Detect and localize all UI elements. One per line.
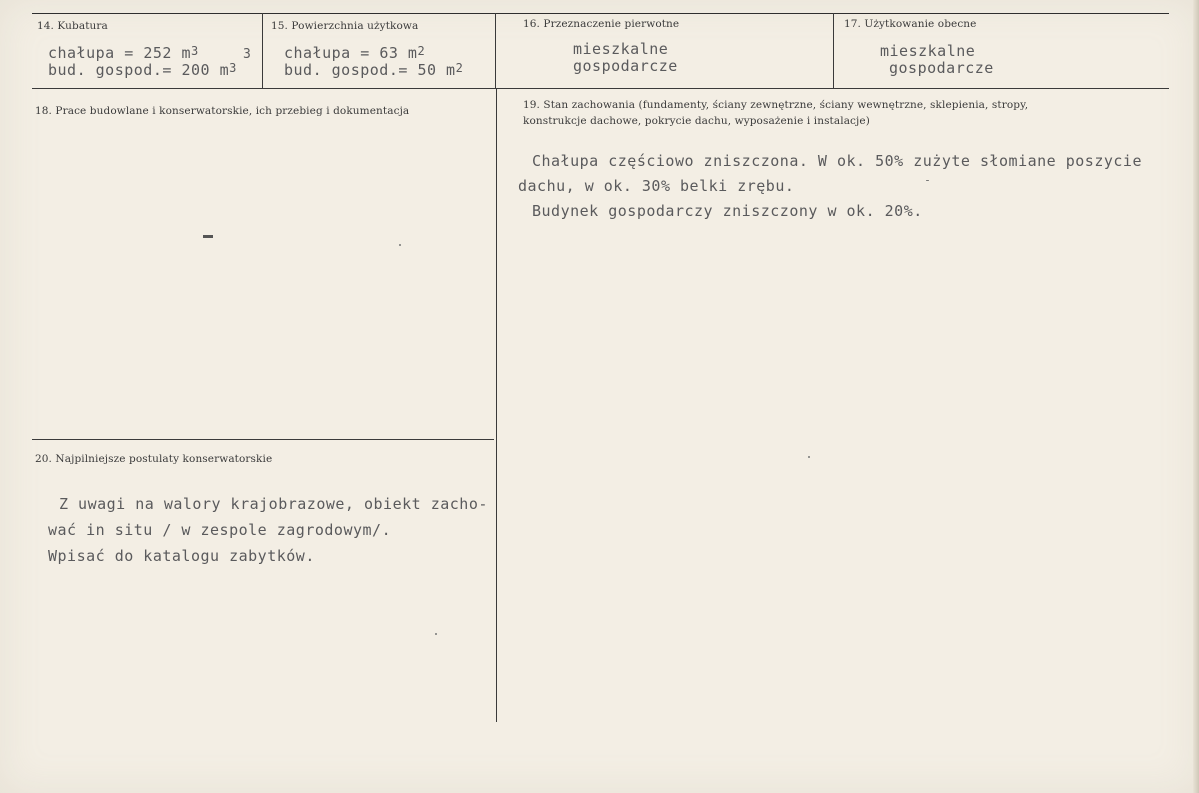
- field-18-label: 18. Prace budowlane i konserwatorskie, ich przebieg i dokumentacja: [35, 105, 410, 117]
- field-17-line2: gospodarcze: [889, 59, 994, 77]
- field-14-line2-exp: 3: [229, 61, 237, 75]
- field-16-line1: mieszkalne: [573, 40, 669, 58]
- divider-15-16: [495, 13, 496, 88]
- field-14-line2-value: 200: [181, 61, 211, 79]
- divider-14-15: [262, 13, 263, 88]
- field-14-line1-name: chałupa =: [48, 44, 134, 62]
- field-15-line1-name: chałupa =: [284, 44, 370, 62]
- field-15-line2-unit: m: [446, 61, 456, 79]
- field-19-text-line2: dachu, w ok. 30% belki zrębu.: [518, 177, 795, 195]
- field-15-label: 15. Powierzchnia użytkowa: [271, 20, 419, 32]
- field-14-line2-name: bud. gospod.=: [48, 61, 172, 79]
- field-15-line2-name: bud. gospod.=: [284, 61, 408, 79]
- paper-speck: [399, 244, 401, 246]
- field-19-label-line1: 19. Stan zachowania (fundamenty, ściany zewnętrzne, ściany wewnętrzne, sklepienia, stropy,: [523, 99, 1029, 111]
- field-17-label: 17. Użytkowanie obecne: [844, 18, 977, 30]
- paper-speck: [435, 633, 437, 635]
- field-20-text-line3: Wpisać do katalogu zabytków.: [48, 547, 315, 565]
- paper-speck: [808, 456, 810, 458]
- field-14-stray-exp: 3: [243, 47, 252, 62]
- card-edge: [1193, 0, 1199, 793]
- field-16-line2: gospodarcze: [573, 57, 678, 75]
- row2-left-bottom-rule: [32, 439, 494, 440]
- field-15-line2-exp: 2: [455, 61, 464, 75]
- field-20-label: 20. Najpilniejsze postulaty konserwatorskie: [35, 453, 273, 465]
- field-14-line1-exp: 3: [190, 44, 199, 58]
- field-19-text-line1: Chałupa częściowo zniszczona. W ok. 50% zużyte słomiane poszycie: [532, 152, 1142, 170]
- field-15-line2: [284, 58, 463, 83]
- top-rule: [32, 13, 1169, 14]
- field-15-line2-value: 50: [417, 61, 437, 79]
- field-14-line2: [48, 58, 237, 83]
- field-18-empty-dash: [203, 235, 213, 238]
- field-15-line1-exp: 2: [417, 44, 426, 58]
- divider-16-17: [833, 13, 834, 88]
- field-19-label-line2: konstrukcje dachowe, pokrycie dachu, wyposażenie i instalacje): [523, 115, 870, 127]
- field-20-text-line1: Z uwagi na walory krajobrazowe, obiekt zacho-: [59, 495, 488, 513]
- row1-bottom-rule: [32, 88, 1169, 89]
- field-15-line1-unit: m: [407, 44, 418, 62]
- main-vertical-divider: [496, 88, 497, 722]
- paper-speck: [926, 180, 929, 181]
- field-15-line1-value: 63: [379, 44, 399, 62]
- field-14-line2-unit: m: [219, 61, 230, 79]
- field-19-text-line3: Budynek gospodarczy zniszczony w ok. 20%.: [532, 202, 923, 220]
- field-14-line1-unit: m: [181, 44, 191, 62]
- field-17-line1: mieszkalne: [880, 42, 976, 60]
- field-16-label: 16. Przeznaczenie pierwotne: [523, 18, 680, 30]
- field-20-text-line2: wać in situ / w zespole zagrodowym/.: [48, 521, 392, 539]
- field-14-line1-value: 252: [143, 44, 172, 62]
- field-14-label: 14. Kubatura: [37, 20, 108, 32]
